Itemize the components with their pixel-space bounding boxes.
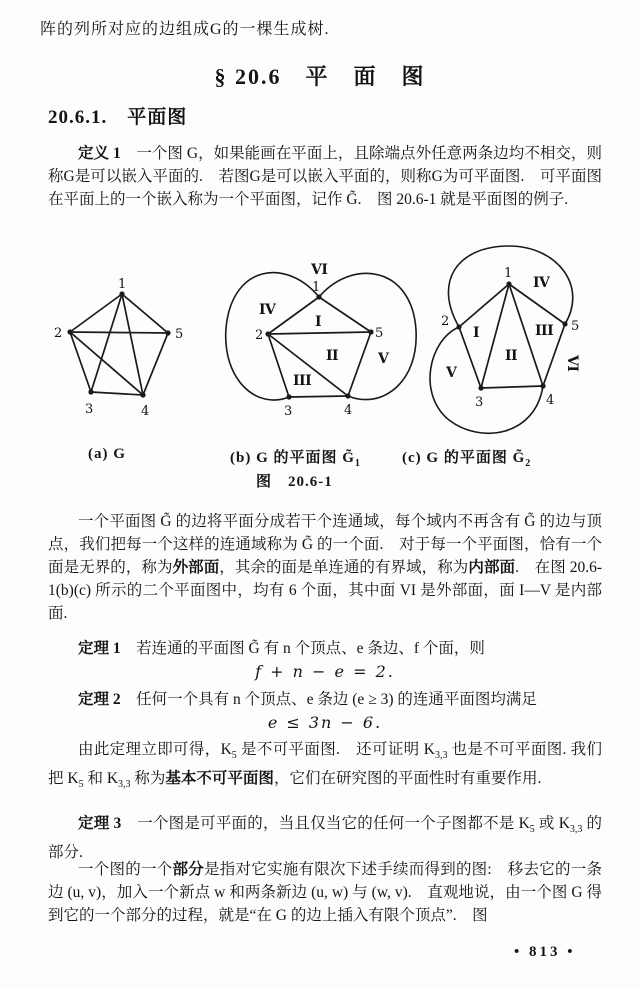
figure-graph-b [222, 250, 422, 422]
faces-text-1: 一个平面图 G̃ 的边将平面分成若干个连通域，每个域内不再含有 G̃ 的边与顶点，我们把每一个这样的连通域称为 G̃ 的一个面. 对于每一个平面图，恰有一个面是无界的，称为 [48, 513, 602, 576]
vertex-label-1: 1 [504, 266, 513, 281]
k33-subscript-2: 3,3 [118, 779, 131, 791]
face-label-IV: IV [533, 275, 550, 291]
definition-label: 定义 1 [78, 145, 121, 162]
caption-a [88, 446, 126, 463]
graph-a-vertices [67, 291, 170, 397]
running-text-top: 阵的列所对应的边组成G的一棵生成树. [40, 21, 330, 38]
k5-subscript-2: 5 [78, 779, 84, 791]
caption-b-text: (b) G 的平面图 G̃ [230, 450, 355, 466]
page-number: • 813 • [514, 944, 576, 960]
face-label-II: II [505, 348, 518, 364]
edge-bound-formula: e ≤ 3n − 6. [267, 713, 383, 732]
subsection-heading: 20.6.1. 平面图 [48, 107, 188, 128]
theorem3-text-1: 一个图是可平面的，当且仅当它的任何一个子图都不是 K [121, 815, 530, 832]
subdivision-text-1: 一个图的一个 [78, 861, 173, 878]
theorem3-label: 定理 3 [78, 815, 122, 832]
graph-c-face-labels [445, 275, 580, 381]
caption-c [402, 446, 531, 469]
face-label-VI-outer: VI [564, 355, 580, 372]
paragraph-subdivision [48, 858, 602, 927]
figure-main-caption: 图 20.6-1 [256, 474, 333, 490]
faces-text-3: . 在图 20.6-1(b)(c) 所示的二个平面图中，均有 6 个面，其中面 VI 是外部面，面 I—V 是内部面. [48, 559, 602, 622]
theorem2-text: 任何一个具有 n 个顶点、e 条边 (e ≥ 3) 的连通平面图均满足 [120, 691, 537, 708]
paragraph-theorem3 [48, 812, 602, 864]
caption-c-subscript: 2 [525, 458, 532, 469]
vertex-label-2: 2 [255, 328, 264, 343]
vertex-label-5: 5 [175, 327, 184, 342]
vertex-label-2: 2 [441, 314, 450, 329]
kuratowski-text-4: 和 K [83, 770, 119, 788]
caption-b [230, 446, 361, 469]
fundamental-nonplanar-term: 基本不可平面图 [165, 770, 274, 788]
kuratowski-text-3: 也是不可平面图. 我们把 K [48, 741, 602, 788]
definition-text: 一个图 G，如果能画在平面上，且除端点外任意两条边均不相交，则称G是可以嵌入平面的. 若图G是可以嵌入平面的，则称G为可平面图. 可平面图在平面上的一个嵌入称为一个平面图，记作 G̃. 图 20.6-1 就是平面图的例子. [48, 145, 602, 208]
face-label-IV: IV [259, 302, 276, 318]
kuratowski-text-2: 是不可平面图. 还可证明 K [236, 741, 435, 758]
caption-b-subscript: 1 [354, 458, 361, 469]
theorem3-k33-subscript: 3,3 [569, 824, 583, 836]
euler-formula: f + n − e = 2. [255, 662, 395, 681]
graph-a-vertex-labels [54, 277, 183, 419]
theorem3-text-2: 或 K [534, 815, 570, 832]
theorem3-text-3: 的部分. [48, 815, 602, 862]
vertex-label-2: 2 [54, 326, 63, 341]
theorem2-label: 定理 2 [78, 691, 121, 708]
theorem3-k5-subscript: 5 [529, 824, 535, 836]
face-label-V: V [378, 351, 389, 367]
vertex-label-4: 4 [344, 403, 353, 418]
vertex-label-5: 5 [375, 326, 384, 341]
face-label-I: I [315, 314, 322, 330]
vertex-label-3: 3 [85, 402, 94, 417]
paragraph-faces [48, 510, 602, 625]
vertex-label-1: 1 [312, 280, 321, 295]
face-label-III: III [293, 373, 312, 389]
kuratowski-text-1: 由此定理立即可得，K [78, 741, 232, 758]
vertex-label-5: 5 [571, 319, 580, 334]
vertex-label-4: 4 [546, 393, 555, 408]
outer-face-term: 外部面 [172, 559, 220, 576]
graph-b-vertices [265, 294, 373, 399]
subdivision-text-2: 是指对它实施有限次下述手续而得到的图: 移去它的一条边 (u, v)，加入一个新点 w 和两条新边 (u, w) 与 (w, v). 直观地说，由一个图 G 得到它的一个部分的过程，就是“在 G 的边上插入有限个顶点”. 图 [48, 861, 602, 924]
part-term: 部分 [172, 861, 204, 878]
faces-text-2: ，其余的面是单连通的有界域，称为 [219, 559, 469, 576]
section-heading: § 20.6 平 面 图 [214, 64, 426, 89]
caption-a-text: (a) G [88, 446, 126, 462]
theorem1-label: 定理 1 [78, 640, 121, 657]
inner-face-term: 内部面 [468, 559, 516, 576]
kuratowski-text-5: 称为 [130, 770, 166, 788]
face-label-V: V [446, 365, 457, 381]
figure-graph-c [425, 244, 603, 449]
paragraph-theorem1 [48, 637, 602, 660]
k5-subscript: 5 [231, 750, 237, 762]
face-label-III: III [535, 323, 554, 339]
face-label-VI: VI [311, 262, 328, 278]
face-label-I: I [473, 325, 480, 341]
paragraph-theorem2 [48, 688, 602, 711]
kuratowski-text-6: ，它们在研究图的平面性时有重要作用. [273, 770, 542, 788]
vertex-label-4: 4 [141, 404, 150, 419]
vertex-label-3: 3 [475, 395, 484, 410]
vertex-label-3: 3 [284, 404, 293, 419]
graph-a-edges [70, 294, 168, 395]
face-label-II: II [326, 348, 339, 364]
vertex-label-1: 1 [118, 277, 127, 292]
paragraph-kuratowski [48, 738, 602, 796]
theorem1-text: 若连通的平面图 G̃ 有 n 个顶点、e 条边、f 个面，则 [120, 640, 485, 657]
edge-1-4-arc [319, 273, 416, 399]
paragraph-definition [48, 142, 602, 211]
k33-subscript: 3,3 [434, 750, 448, 762]
caption-c-text: (c) G 的平面图 G̃ [402, 450, 526, 466]
figure-graph-a [45, 272, 195, 424]
